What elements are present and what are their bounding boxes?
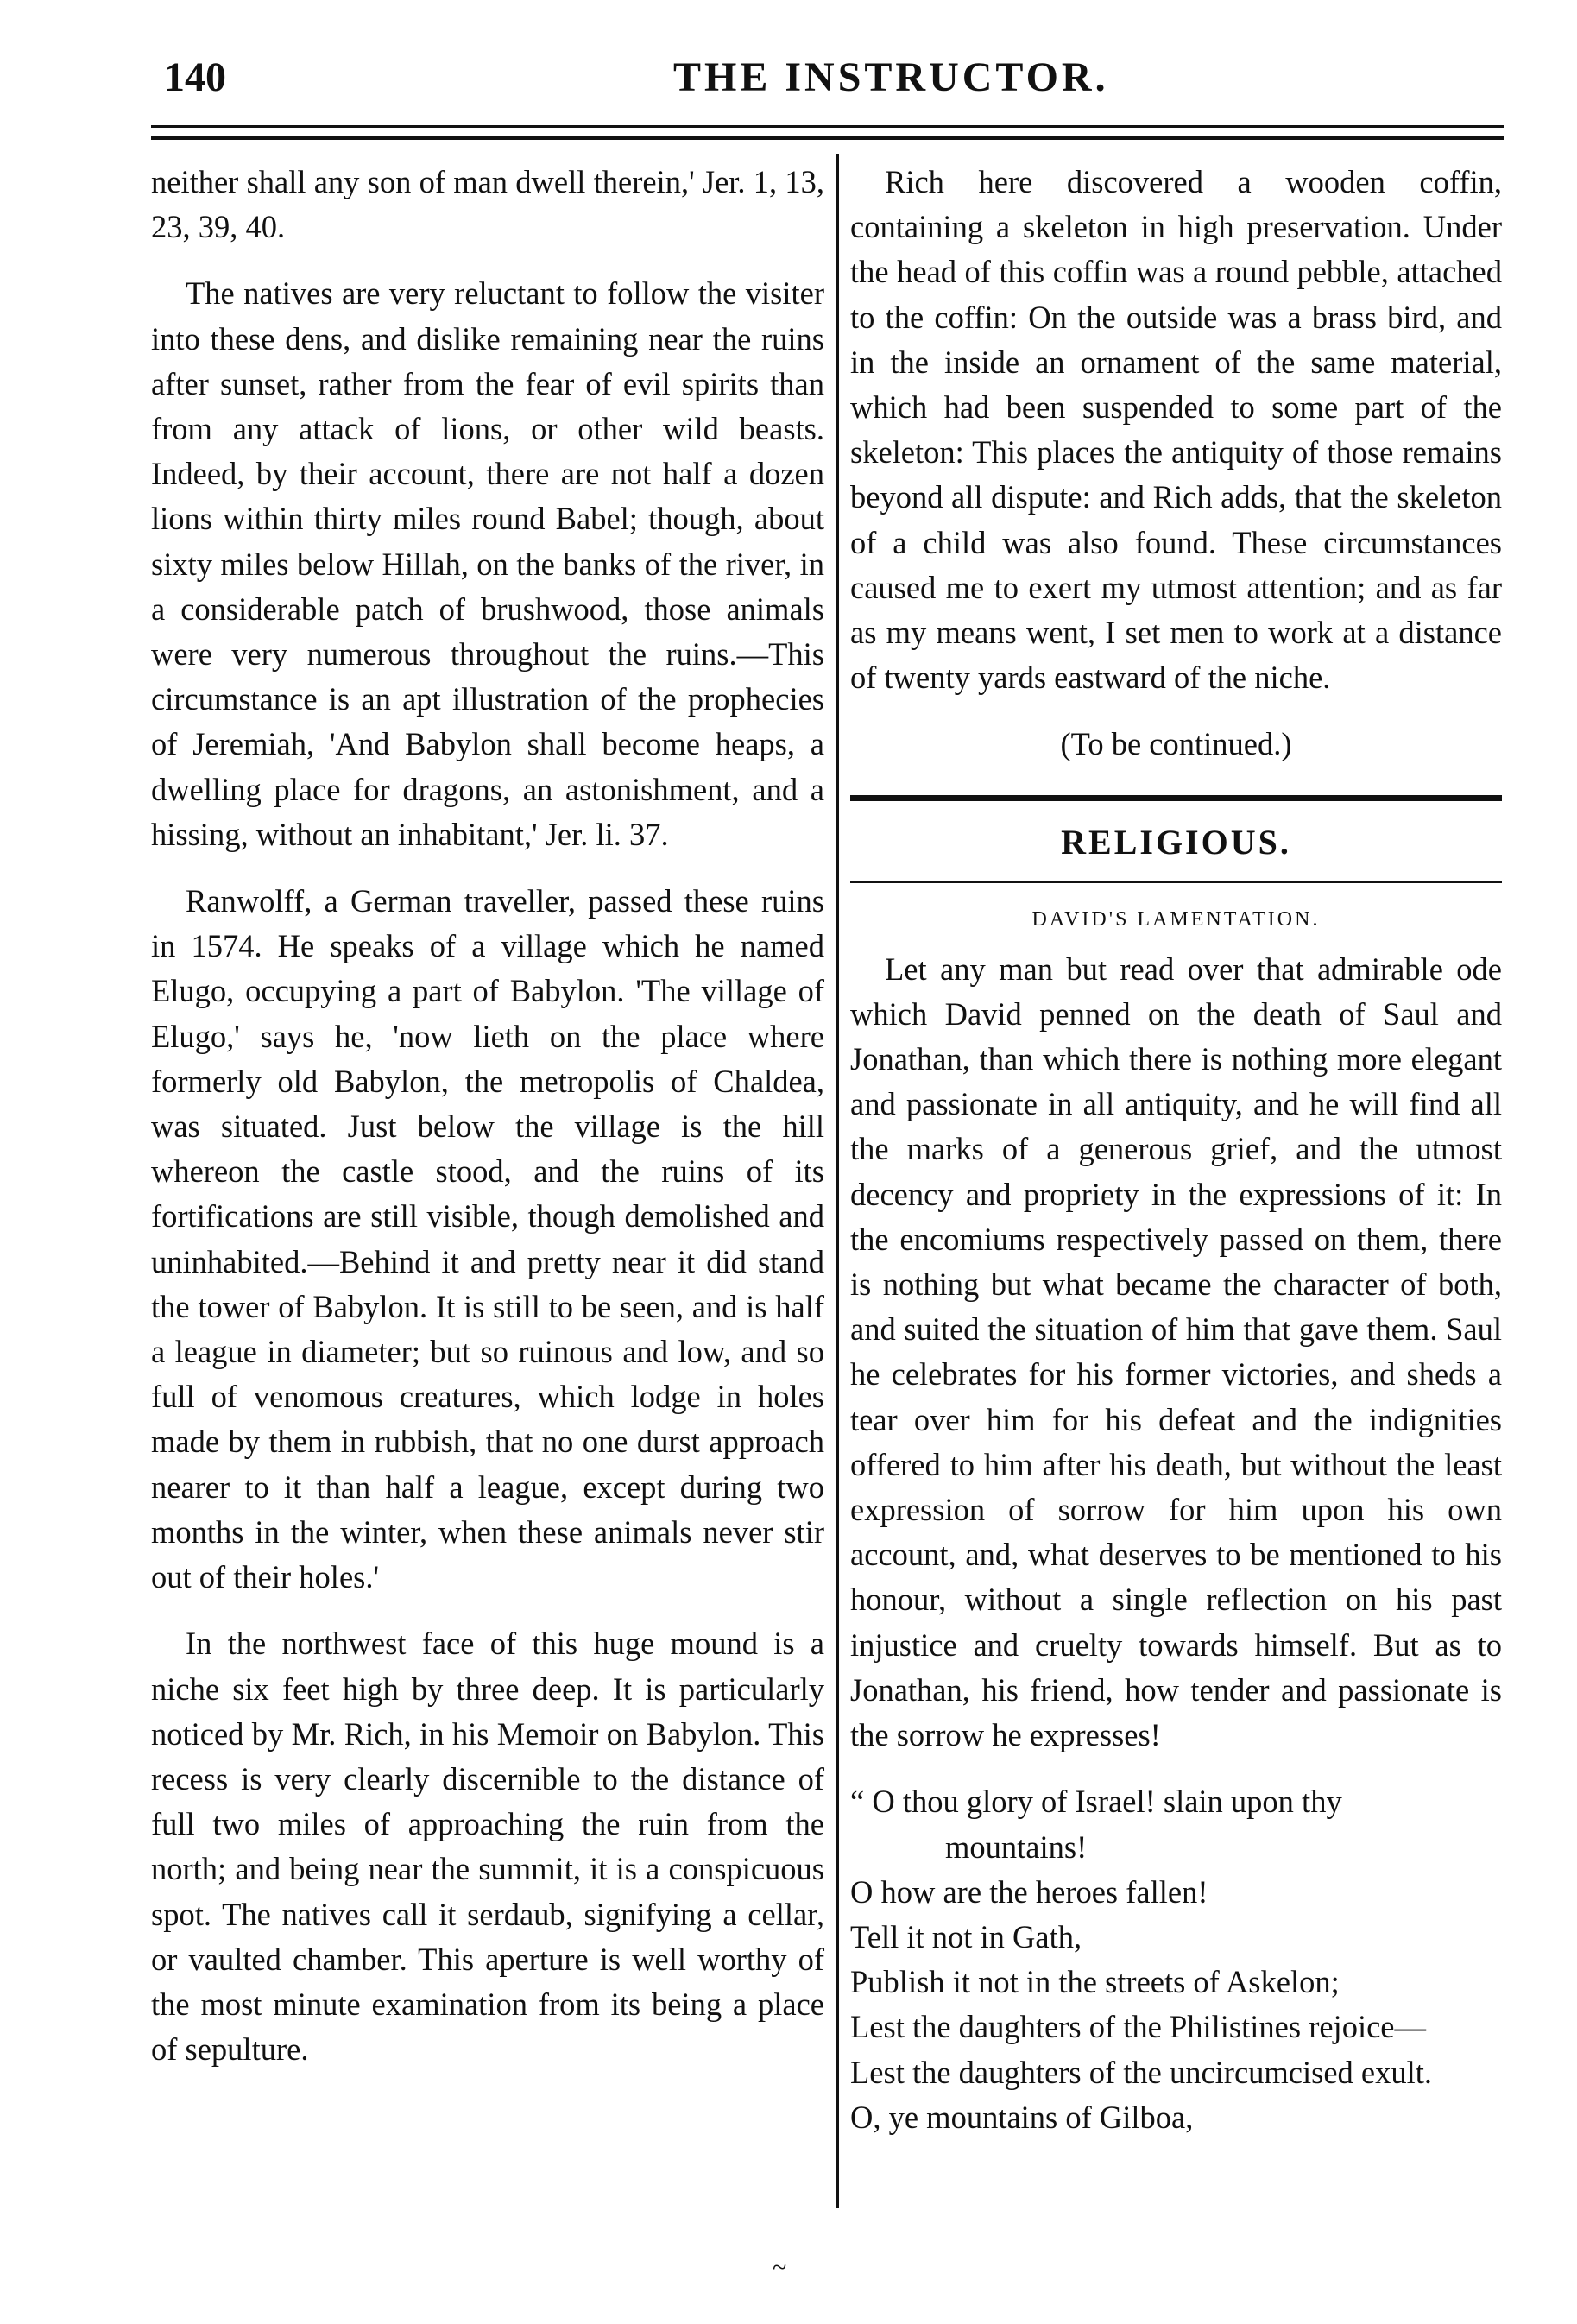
footer-mark: ~ <box>773 2253 787 2282</box>
poem-line: Publish it not in the streets of Askelon; <box>850 1964 1340 2000</box>
page-number: 140 <box>164 54 226 100</box>
paragraph: Rich here discovered a wooden coffin, containing a skeleton in high preservation. Under the head of this coffin was a round pebble, attached to the coffin: On the outside was a brass bird, and in the inside an ornament of the same material, which had been suspended to some part of the skeleton: This places the antiquity of those remains beyond all dispute: and Rich adds, that the skeleton of a child was also found. These circumstances caused me to exert my utmost attention; and as far as my means went, I set men to work at a distance of twenty yards eastward of the niche. <box>850 164 1502 696</box>
page-header <box>164 54 1508 114</box>
right-column <box>850 160 1502 2140</box>
poem <box>850 1779 1502 2140</box>
paragraph: Let any man but read over that admirable ode which David penned on the death of Saul and Jonathan, than which there is nothing more elegant and passionate in all antiquity, and he will find all the marks of a generous grief, and the utmost decency and propriety in the expressions of it: In the encomiums respectively passed on them, there is nothing but what became the character of both, and suited the situation of him that gave them. Saul he celebrates for his former victories, and sheds a tear over him for his defeat and the indignities offered to him after his death, but without the least expression of sorrow for him upon his own account, and, what deserves to be mentioned to his honour, without a single reflection on his past injustice and cruelty towards himself. But as to Jonathan, his friend, how tender and passionate is the sorrow he expresses! <box>850 950 1502 1753</box>
poem-line: “ O thou glory of Israel! slain upon thy <box>850 1784 1342 1820</box>
poem-line: mountains! <box>945 1828 1088 1865</box>
header-rule-top <box>151 125 1504 128</box>
running-head: THE INSTRUCTOR. <box>673 54 1109 100</box>
poem-line: Tell it not in Gath, <box>850 1918 1082 1955</box>
header-rule-bottom <box>151 136 1504 140</box>
paragraph: Ranwolff, a German traveller, passed these ruins in 1574. He speaks of a village which he named Elugo, occupying a part of Babylon. 'The village of Elugo,' says he, 'now lieth on the place where formerly old Babylon, the metropolis of Chaldea, was situated. Just below the village is the hill whereon the castle stood, and the ruins of its fortifications are still visible, though demolished and uninhabited.—Behind it and pretty near it did stand the tower of Babylon. It is still to be seen, and is half a league in diameter; but so ruinous and low, and so full of venomous creatures, which lodge in holes made by them in rubbish, that no one durst approach nearer to it than half a league, except during two months in the winter, when these animals never stir out of their holes.' <box>151 883 824 1595</box>
poem-line: Lest the daughters of the Philistines rejoice— <box>850 2009 1426 2045</box>
poem-line: O how are the heroes fallen! <box>850 1873 1208 1910</box>
continued-note: (To be continued.) <box>1060 726 1292 762</box>
paragraph: neither shall any son of man dwell therein,' Jer. 1, 13, 23, 39, 40. <box>151 164 824 245</box>
section-title: RELIGIOUS. <box>1061 822 1291 862</box>
column-divider <box>836 154 839 2208</box>
article-title: DAVID'S LAMENTATION. <box>1031 907 1321 931</box>
paragraph: The natives are very reluctant to follow the visiter into these dens, and dislike remaining near the ruins after sunset, rather from the fear of evil spirits than from any attack of lions, or other wild beasts. Indeed, by their account, there are not half a dozen lions within thirty miles round Babel; though, about sixty miles below Hillah, on the banks of the river, in a considerable patch of brushwood, those animals were very numerous throughout the ruins.—This circumstance is an apt illustration of the prophecies of Jeremiah, 'And Babylon shall become heaps, a dwelling place for dragons, an astonishment, and a hissing, without an inhabitant,' Jer. li. 37. <box>151 275 824 852</box>
paragraph: In the northwest face of this huge mound is a niche six feet high by three deep. It is particularly noticed by Mr. Rich, in his Memoir on Babylon. This recess is very clearly discernible to the distance of full two miles of approaching the ruin from the north; and being near the summit, it is a conspicuous spot. The natives call it serdaub, signifying a cellar, or vaulted chamber. This aperture is well worthy of the most minute examination from its being a place of sepulture. <box>151 1626 824 2068</box>
section-rule-thin <box>850 881 1502 883</box>
left-column <box>151 160 824 2093</box>
section-rule <box>850 795 1502 801</box>
poem-line: Lest the daughters of the uncircumcised exult. <box>850 2054 1433 2090</box>
poem-line: O, ye mountains of Gilboa, <box>850 2099 1194 2135</box>
